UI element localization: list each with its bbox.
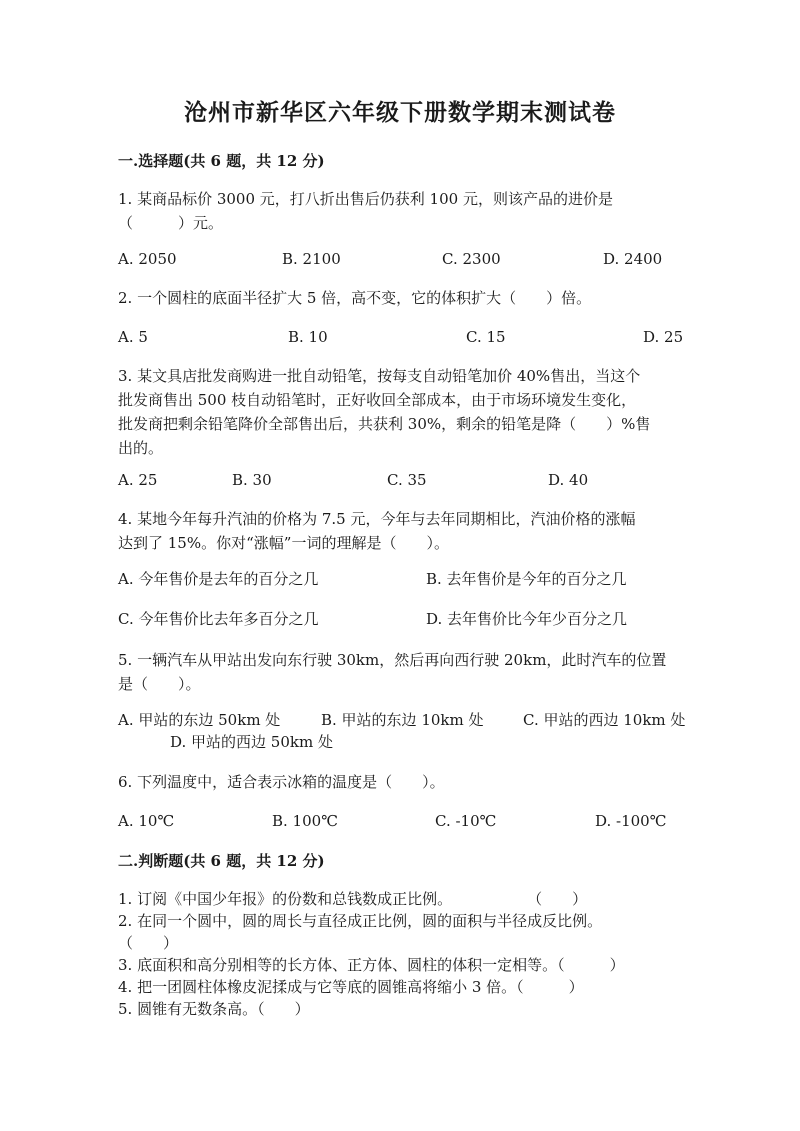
option-b: B. 去年售价是今年的百分之几 <box>426 570 627 588</box>
question-stem-line: 4. 某地今年每升汽油的价格为 7.5 元，今年与去年同期相比，汽油价格的涨幅 <box>118 510 636 528</box>
question-stem-line: 出的。 <box>118 439 164 457</box>
question-stem-line: 5. 一辆汽车从甲站出发向东行驶 30km，然后再向西行驶 20km，此时汽车的位置 <box>118 651 667 669</box>
option-b: B. 30 <box>232 471 272 489</box>
section-heading-judge: 二.判断题(共 6 题，共 12 分) <box>118 852 325 870</box>
option-a: A. 25 <box>118 471 158 489</box>
option-a: A. 5 <box>118 328 148 346</box>
question-stem-line: 6. 下列温度中，适合表示冰箱的温度是（ ）。 <box>118 773 445 791</box>
question-6 <box>118 770 684 794</box>
option-b: B. 2100 <box>282 250 341 268</box>
option-d: D. 40 <box>548 471 589 489</box>
question-stem-line: 2. 一个圆柱的底面半径扩大 5 倍，高不变，它的体积扩大（ ）倍。 <box>118 289 592 307</box>
judge-question-2-cont: （ ） <box>118 934 179 952</box>
judge-question-5: 5. 圆锥有无数条高。（ ） <box>118 1000 310 1018</box>
option-c: C. -10℃ <box>435 812 497 830</box>
option-a: A. 2050 <box>118 250 177 268</box>
option-d: D. -100℃ <box>595 812 667 830</box>
option-b: B. 10 <box>288 328 328 346</box>
question-stem-line: （ ）元。 <box>118 214 224 232</box>
option-d: D. 2400 <box>603 250 663 268</box>
option-c: C. 2300 <box>442 250 501 268</box>
option-a: A. 今年售价是去年的百分之几 <box>118 570 319 588</box>
question-stem-line: 是（ ）。 <box>118 675 201 693</box>
question-stem-line: 批发商把剩余铅笔降价全部售出后，共获利 30%，剩余的铅笔是降（ ）%售 <box>118 415 651 433</box>
judge-question-3: 3. 底面积和高分别相等的长方体、正方体、圆柱的体积一定相等。（ ） <box>118 956 625 974</box>
option-d: D. 甲站的西边 50km 处 <box>170 733 333 751</box>
question-1 <box>118 187 684 235</box>
question-stem-line: 达到了 15%。你对“涨幅”一词的理解是（ ）。 <box>118 534 449 552</box>
question-stem-line: 批发商售出 500 枝自动铅笔时，正好收回全部成本，由于市场环境发生变化， <box>118 391 637 409</box>
question-4 <box>118 507 684 555</box>
option-c: C. 15 <box>466 328 506 346</box>
option-a: A. 10℃ <box>118 812 175 830</box>
judge-question-4: 4. 把一团圆柱体橡皮泥揉成与它等底的圆锥高将缩小 3 倍。（ ） <box>118 978 584 996</box>
option-c: C. 甲站的西边 10km 处 <box>523 711 686 729</box>
question-stem-line: 3. 某文具店批发商购进一批自动铅笔，按每支自动铅笔加价 40%售出，当这个 <box>118 367 641 385</box>
question-3 <box>118 364 684 460</box>
option-d: D. 25 <box>643 328 684 346</box>
question-stem-line: 1. 某商品标价 3000 元，打八折出售后仍获利 100 元，则该产品的进价是 <box>118 190 613 208</box>
option-d: D. 去年售价比今年少百分之几 <box>426 610 628 628</box>
option-b: B. 100℃ <box>272 812 338 830</box>
option-b: B. 甲站的东边 10km 处 <box>321 711 484 729</box>
option-c: C. 35 <box>387 471 427 489</box>
page-title: 沧州市新华区六年级下册数学期末测试卷 <box>184 99 616 126</box>
section-heading-choice: 一.选择题(共 6 题，共 12 分) <box>118 152 325 170</box>
question-2 <box>118 286 684 310</box>
judge-question-2: 2. 在同一个圆中，圆的周长与直径成正比例，圆的面积与半径成反比例。 <box>118 912 603 930</box>
question-5 <box>118 648 684 696</box>
judge-question-1: 1. 订阅《中国少年报》的份数和总钱数成正比例。 （ ） <box>118 890 588 908</box>
option-c: C. 今年售价比去年多百分之几 <box>118 610 319 628</box>
option-a: A. 甲站的东边 50km 处 <box>118 711 281 729</box>
